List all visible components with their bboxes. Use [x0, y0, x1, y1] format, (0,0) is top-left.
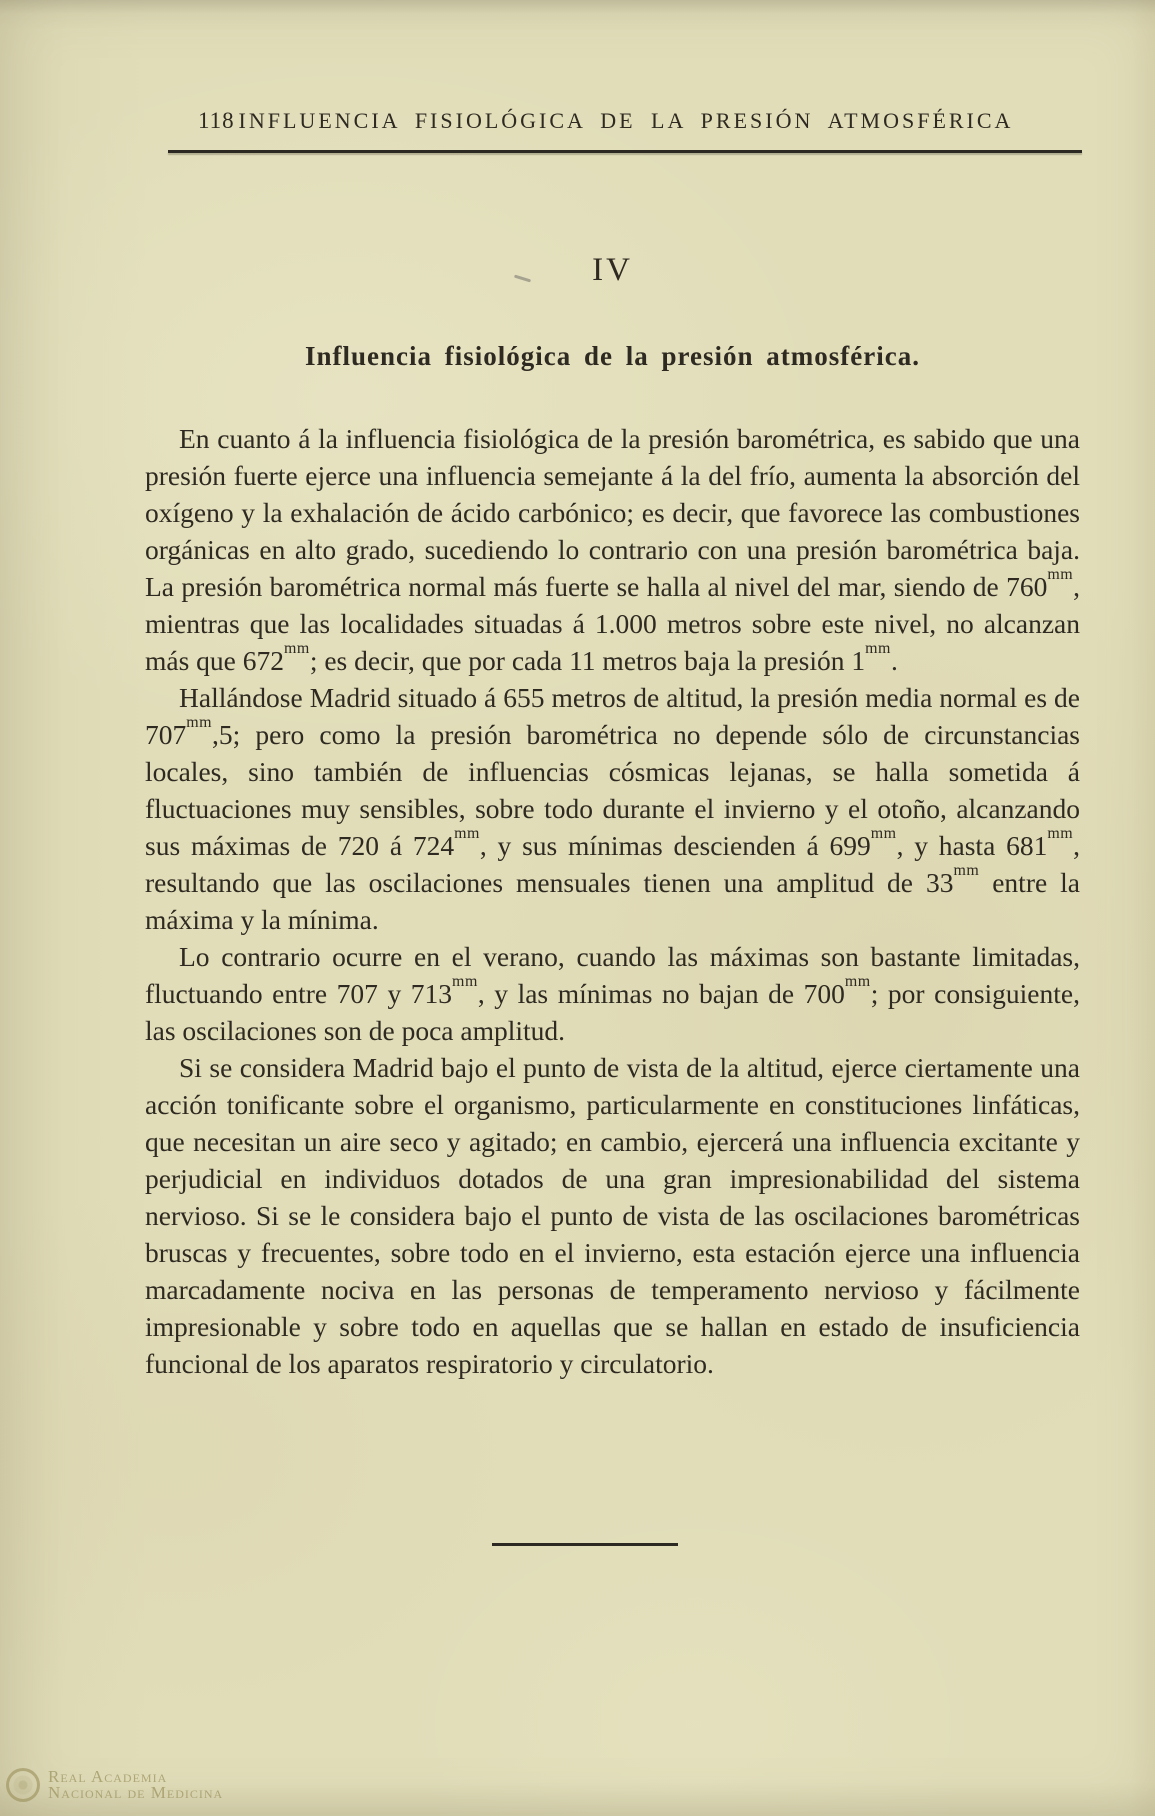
end-rule	[492, 1543, 678, 1546]
superscript-unit: mm	[1047, 824, 1074, 842]
superscript-unit: mm	[452, 972, 478, 990]
superscript-unit: mm	[865, 639, 891, 657]
paragraph-1: En cuanto á la influencia fisiológica de la presión barométrica, es sabido que una presión fuerte ejerce una influencia semejante á la del frío, aumenta la absorción del oxígeno y la exhalación de ácido carbónico; es decir, que favorece las combustiones orgánicas en alto grado, sucediendo lo contrario con una presión barométrica baja. La presión barométrica normal más fuerte se halla al nivel del mar, siendo de $760^{mm}$, mientras que las localidades situadas á 1.000 metros sobre este nivel, no alcanzan más que $672^{mm}$; es decir, que por cada 11 metros baja la presión $1^{mm}$.	[145, 423, 1080, 676]
section-title: Influencia fisiológica de la presión atmosférica.	[305, 341, 920, 371]
paragraph-2: Hallándose Madrid situado á 655 metros de altitud, la presión media normal es de $707^{mm},5$; pero como la presión barométrica no depende sólo de circunstancias locales, sino también de influencias cósmicas lejanas, se halla sometida á fluctuaciones muy sensibles, sobre todo durante el invierno y el otoño, alcanzando sus máximas de 720 á $724^{mm}$, y sus mínimas descienden á $699^{mm}$, y hasta $681^{mm}$, resultando que las oscilaciones mensuales tienen una amplitud de $33^{mm}$ entre la máxima y la mínima.	[145, 682, 1080, 935]
watermark-line1: Real Academia	[48, 1767, 168, 1786]
library-watermark	[6, 1768, 223, 1802]
superscript-unit: mm	[870, 824, 897, 842]
superscript-unit: mm	[1047, 565, 1074, 583]
paragraph-4: Si se considera Madrid bajo el punto de vista de la altitud, ejerce ciertamente una acción tonificante sobre el organismo, particularmente en constituciones linfáticas, que necesitan un aire seco y agitado; en cambio, ejercerá una influencia excitante y perjudicial en individuos dotados de una gran impresionabilidad del sistema nervioso. Si se le considera bajo el punto de vista de las oscilaciones barométricas bruscas y frecuentes, sobre todo en el invierno, esta estación ejerce una influencia marcadamente nociva en las personas de temperamento nervioso y fácilmente impresionable y sobre todo en aquellas que se hallan en estado de insuficiencia funcional de los aparatos respiratorio y circulatorio.	[145, 1052, 1080, 1379]
chapter-numeral: IV	[592, 252, 633, 288]
superscript-unit: mm	[844, 972, 871, 990]
page-number: 118	[198, 108, 235, 133]
running-title: INFLUENCIA FISIOLÓGICA DE LA PRESIÓN ATMOSFÉRICA	[238, 108, 1014, 133]
paragraph-3: Lo contrario ocurre en el verano, cuando las máximas son bastante limitadas, fluctuando entre 707 y $713^{mm}$, y las mínimas no bajan de $700^{mm}$; por consiguiente, las oscilaciones son de poca amplitud.	[145, 941, 1080, 1046]
body-text	[145, 420, 1080, 1382]
watermark-line2: Nacional de Medicina	[48, 1783, 224, 1802]
superscript-unit: mm	[284, 639, 310, 657]
superscript-unit: mm	[953, 861, 980, 879]
watermark-text	[48, 1769, 223, 1801]
header-rule	[168, 150, 1082, 153]
running-head	[170, 108, 1082, 142]
superscript-unit: mm	[454, 824, 480, 842]
academy-seal-icon	[6, 1768, 40, 1802]
superscript-unit: mm	[186, 713, 213, 731]
